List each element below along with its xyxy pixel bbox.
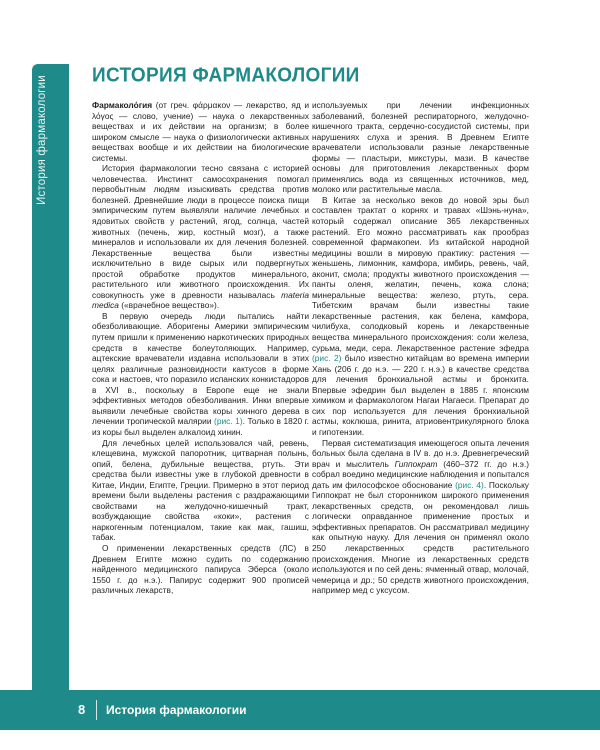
analgesics-text: В первую очередь люди пытались найти обезболивающие. Аборигены Америки эмпирическим путем пришли к применению наркотических природных средств в качестве болеутоляющих. Например, ацтекские врачеватели издавна использовали в этих целях различные разновидности кактусов в форме сока и настоев, что поразило испанских конкистадоров в XVI в., поскольку в Европе еще не знали эффективных методов обезболивания. Инки впервые выявили лечебные свойства коры хинного дерева в лечении тропической малярии	[92, 310, 309, 427]
hippocrates-text-mid: (460–372 гг. до н.э.) собрал воедино медицинские наблюдения и попытался дать им философское обоснование	[312, 458, 529, 490]
materia-medica-term: materia medica	[92, 289, 309, 311]
definition-text: (от греч. φάρμακον — лекарство, яд и λόγος — слово, учение) — наука о лекарственных веществах и их действии на организм; в более широком смысле — наука о физиологически активных веществах вообще и их действии на биологические системы.	[92, 100, 309, 163]
figure-ref-4[interactable]: (рис. 4)	[455, 479, 484, 490]
text-column-right	[312, 100, 529, 596]
analgesics-text-end: . Только в 1820 г. из коры был выделен алкалоид хинин.	[92, 416, 309, 437]
text-column-left	[92, 100, 309, 596]
figure-ref-1[interactable]: (рис. 1)	[214, 416, 243, 427]
paragraph-egypt-cont: используемых при лечении инфекционных заболеваний, болезней респираторного, желудочно-кишечного тракта, сердечно-сосудистой системы, при нарушениях слуха и зрения. В Древнем Египте врачеватели использовали разные лекарственные формы — пластыри, микстуры, мази. В качестве основы для приготовления лекарственных форм применялись вода из священных источников, мед, молоко или растительные масла.	[312, 100, 529, 195]
hippocrates-name: Гиппократ	[394, 458, 438, 469]
paragraph-definition	[92, 100, 309, 163]
side-running-title: История фармакологии	[36, 75, 48, 205]
history-text: История фармакологии тесно связана с историей человечества. Инстинкт самосохранения помогал первобытным людям изыскивать средства против болезней. Древнейшие люди в процессе поиска пищи эмпирическим путем выявляли наличие лечебных и ядовитых свойств у растений, ягод, солнца, частей животных (печень, жир, костный мозг), а также минералов и использовали их для лечения болезней. Лекарственные вещества были известны исключительно в виде сырых или подвергнутых простой обработке продуктов минерального, растительного или животного происхождения. Их совокупность уже в древности называлась	[92, 163, 309, 300]
term-pharmacology: Фармаколо́гия	[92, 100, 153, 110]
page-title: ИСТОРИЯ ФАРМАКОЛОГИИ	[92, 64, 360, 87]
footer-running-title: История фармакологии	[106, 703, 247, 717]
figure-ref-2[interactable]: (рис. 2)	[312, 353, 342, 364]
page-footer	[0, 690, 600, 730]
hippocrates-text-end: . Поскольку Гиппократ не был сторонником широкого применения лекарственных средств, он рекомендовал лишь логически оправданное применение простых и эффективных препаратов. Он рассматривал медицину как опытную науку. Для лечения он применял около 250 лекарственных средств растительного происхождения. Многие из лекарственных средств используются и по сей день: ячменный отвар, молочай, чемерица и др.; 50 средств животного происхождения, например мед с уксусом.	[312, 479, 529, 596]
paragraph-remedies: Для лечебных целей использовался чай, ревень, клещевина, мужской папоротник, цитварная полынь, опий, белена, дубильные вещества, ртуть. Эти средства были известны уже в глубокой древности в Китае, Индии, Египте, Греции. Примерно в этот период времени были выделены растения с раздражающими свойствами на желудочно-кишечный тракт, возбуждающие свойства «коки», растения с наркогенным потенциалом, такие как мак, гашиш, табак.	[92, 437, 309, 543]
china-text-end: было известно китайцам во времена империи Хань (206 г. до н.э. — 220 г. н.э.) в качестве средства для лечения бронхиальной астмы и бронхита. Впервые эфедрин был выделен в 1885 г. японским химиком и фармакологом Нагаи Нагаеси. Препарат до сих пор используется для лечения бронхиальной астмы, коклюша, ринита, атриовентрикулярного блока и гипотензии.	[312, 353, 529, 437]
paragraph-china	[312, 195, 529, 438]
paragraph-hippocrates	[312, 438, 529, 596]
paragraph-history	[92, 163, 309, 311]
china-text: В Китае за несколько веков до новой эры был составлен трактат о корнях и травах «Шэнь-нуна», который содержал описание 365 лекарственных растений. Его можно рассматривать как прообраз современной фармакопеи. Из китайской народной медицины вошли в мировую практику: растения — женьшень, лимонник, камфора, имбирь, ревень, чай, аконит, смола; продукты животного происхождения — панты оленя, желатин, печень, кожа слона; минеральные вещества: железо, ртуть, сера. Тибетским врачам были известны такие лекарственные растения, как белена, камфора, чилибуха, солодковый корень и лекарственные вещества минерального происхождения: соли железа, сурьма, меди, сера. Лекарственное растение эфедра	[312, 194, 529, 353]
page-number: 8	[78, 702, 86, 717]
hippocrates-text: Первая систематизация имеющегося опыта лечения больных была сделана в IV в. до н.э. Древнегреческий врач и мыслитель	[312, 437, 529, 469]
paragraph-egypt: О применении лекарственных средств (ЛС) в Древнем Египте можно судить по содержанию найденного медицинского папируса Эберса (около 1550 г. до н.э.). Папирус содержит 900 прописей различных лекарств,	[92, 542, 309, 596]
paragraph-analgesics	[92, 311, 309, 438]
footer-divider	[96, 700, 97, 720]
history-text-end: («врачебное вещество»).	[118, 300, 220, 311]
